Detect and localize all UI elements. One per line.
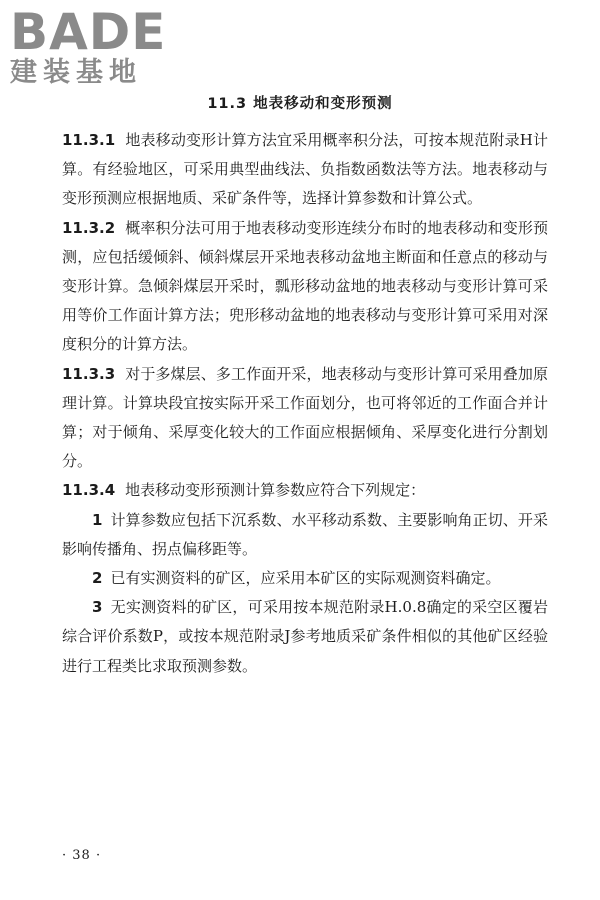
item-number: 1	[92, 510, 103, 529]
item-text: 已有实测资料的矿区，应采用本矿区的实际观测资料确定。	[110, 569, 501, 588]
list-item-2	[62, 564, 548, 593]
section-title: 11.3 地表移动和变形预测	[207, 96, 393, 112]
clause-number: 11.3.4	[62, 481, 116, 500]
item-text: 无实测资料的矿区，可采用按本规范附录H.0.8确定的采空区覆岩综合评价系数P，或按本规范附录J参考地质采矿条件相似的其他矿区经验进行工程类比求取预测参数。	[62, 598, 548, 675]
logo-brand: BADE	[10, 3, 167, 61]
clause-11-3-2	[62, 214, 548, 360]
list-item-1	[62, 506, 548, 564]
clause-text: 对于多煤层、多工作面开采，地表移动与变形计算可采用叠加原理计算。计算块段宜按实际开采工作面划分，也可将邻近的工作面合并计算；对于倾角、采厚变化较大的工作面应根据倾角、采厚变化进行分割划分。	[62, 364, 548, 471]
clause-11-3-4	[62, 476, 548, 505]
item-number: 2	[92, 569, 103, 588]
document-body	[62, 126, 548, 681]
clause-number: 11.3.2	[62, 218, 116, 237]
item-text: 计算参数应包括下沉系数、水平移动系数、主要影响角正切、开采影响传播角、拐点偏移距等。	[62, 510, 548, 558]
logo-subtitle: 建装基地	[10, 57, 142, 88]
watermark-logo	[10, 3, 180, 88]
list-item-3	[62, 593, 548, 681]
page-number: · 38 ·	[62, 848, 102, 863]
clause-text: 概率积分法可用于地表移动变形连续分布时的地表移动和变形预测，应包括缓倾斜、倾斜煤层开采地表移动盆地主断面和任意点的移动与变形计算。急倾斜煤层开采时，瓢形移动盆地的地表移动与变形计算可采用等价工作面计算方法；兜形移动盆地的地表移动与变形计算可采用对深度积分的计算方法。	[62, 218, 548, 354]
clause-11-3-3	[62, 360, 548, 477]
clause-11-3-1	[62, 126, 548, 214]
clause-number: 11.3.3	[62, 364, 116, 383]
clause-text: 地表移动变形预测计算参数应符合下列规定：	[125, 481, 426, 500]
clause-number: 11.3.1	[62, 131, 116, 149]
item-number: 3	[92, 598, 103, 617]
clause-text: 地表移动变形计算方法宜采用概率积分法，可按本规范附录H计算。有经验地区，可采用典型曲线法、负指数函数法等方法。地表移动与变形预测应根据地质、采矿条件等，选择计算参数和计算公式。	[62, 131, 548, 208]
